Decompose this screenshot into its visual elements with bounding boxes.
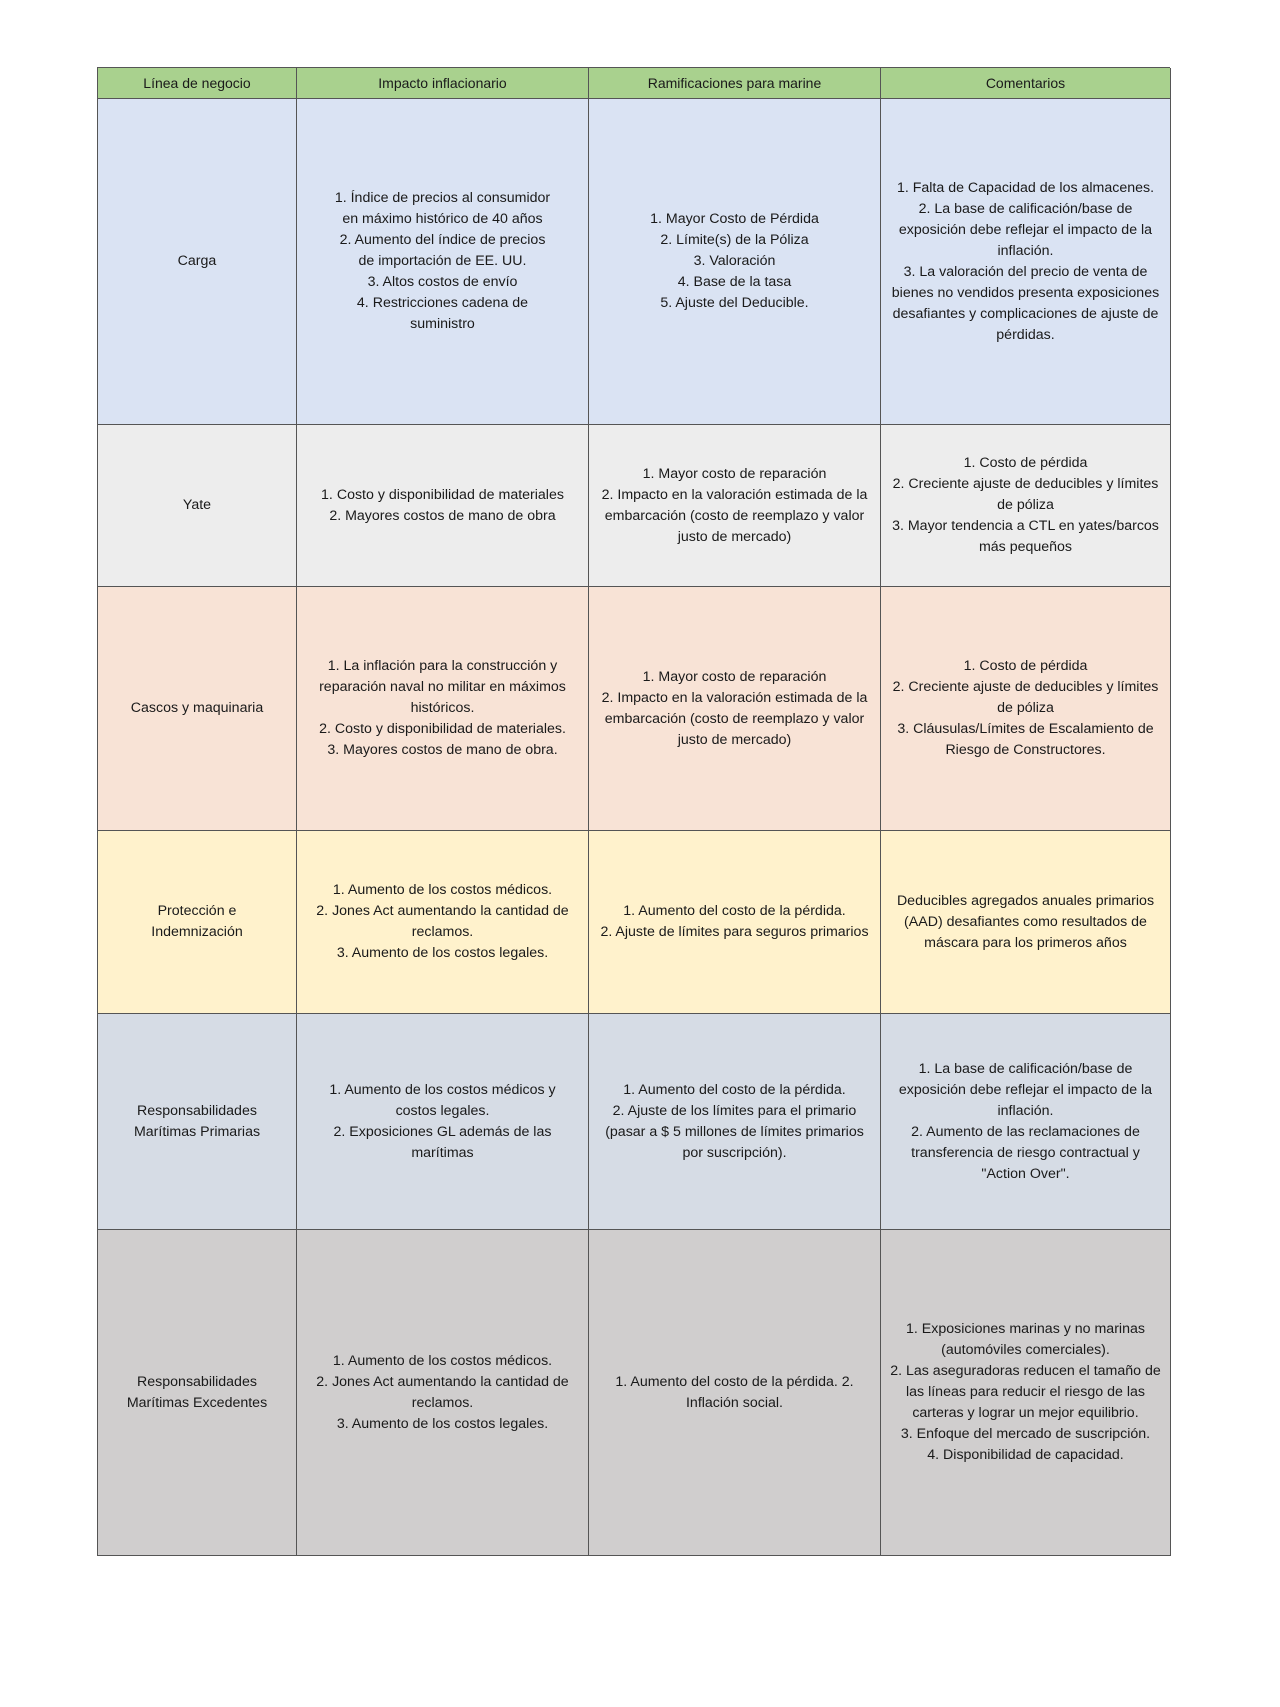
row-cascos-comments: 1. Costo de pérdida 2. Creciente ajuste de deducibles y límites de póliza 3. Cláusulas/Límites de Escalamiento de Riesgo de Constructores. bbox=[881, 587, 1171, 831]
row-excedentes-comments: 1. Exposiciones marinas y no marinas (automóviles comerciales). 2. Las aseguradoras reducen el tamaño de las líneas para reducir el riesgo de las carteras y lograr un mejor equilibrio. 3. Enfoque del mercado de suscripción. 4. Disponibilidad de capacidad. bbox=[881, 1230, 1171, 1556]
row-primarias-ramifications: 1. Aumento del costo de la pérdida. 2. Ajuste de los límites para el primario (pasar a $ 5 millones de límites primarios por suscripción). bbox=[589, 1014, 881, 1230]
row-proteccion-impact: 1. Aumento de los costos médicos. 2. Jones Act aumentando la cantidad de reclamos. 3. Aumento de los costos legales. bbox=[297, 831, 589, 1014]
row-proteccion-comments: Deducibles agregados anuales primarios (AAD) desafiantes como resultados de máscara para los primeros años bbox=[881, 831, 1171, 1014]
header-line-of-business: Línea de negocio bbox=[98, 68, 297, 99]
row-yate-line: Yate bbox=[98, 425, 297, 587]
row-excedentes-line: Responsabilidades Marítimas Excedentes bbox=[98, 1230, 297, 1556]
row-carga-comments: 1. Falta de Capacidad de los almacenes. 2. La base de calificación/base de exposición debe reflejar el impacto de la inflación. 3. La valoración del precio de venta de bienes no vendidos presenta exposiciones desafiantes y complicaciones de ajuste de pérdidas. bbox=[881, 99, 1171, 425]
row-cascos-line: Cascos y maquinaria bbox=[98, 587, 297, 831]
row-carga-impact: 1. Índice de precios al consumidor en máximo histórico de 40 años 2. Aumento del índice de precios de importación de EE. UU. 3. Altos costos de envío 4. Restricciones cadena de suministro bbox=[297, 99, 589, 425]
marine-inflation-table bbox=[97, 67, 1170, 1556]
header-inflation-impact: Impacto inflacionario bbox=[297, 68, 589, 99]
row-primarias-line: Responsabilidades Marítimas Primarias bbox=[98, 1014, 297, 1230]
row-yate-impact: 1. Costo y disponibilidad de materiales 2. Mayores costos de mano de obra bbox=[297, 425, 589, 587]
row-primarias-impact: 1. Aumento de los costos médicos y costos legales. 2. Exposiciones GL además de las marítimas bbox=[297, 1014, 589, 1230]
header-comments: Comentarios bbox=[881, 68, 1171, 99]
row-excedentes-impact: 1. Aumento de los costos médicos. 2. Jones Act aumentando la cantidad de reclamos. 3. Aumento de los costos legales. bbox=[297, 1230, 589, 1556]
row-carga-ramifications: 1. Mayor Costo de Pérdida 2. Límite(s) de la Póliza 3. Valoración 4. Base de la tasa 5. Ajuste del Deducible. bbox=[589, 99, 881, 425]
row-carga-line: Carga bbox=[98, 99, 297, 425]
row-cascos-ramifications: 1. Mayor costo de reparación 2. Impacto en la valoración estimada de la embarcación (costo de reemplazo y valor justo de mercado) bbox=[589, 587, 881, 831]
row-proteccion-line: Protección e Indemnización bbox=[98, 831, 297, 1014]
row-proteccion-ramifications: 1. Aumento del costo de la pérdida. 2. Ajuste de límites para seguros primarios bbox=[589, 831, 881, 1014]
row-excedentes-ramifications: 1. Aumento del costo de la pérdida. 2. Inflación social. bbox=[589, 1230, 881, 1556]
row-yate-comments: 1. Costo de pérdida 2. Creciente ajuste de deducibles y límites de póliza 3. Mayor tendencia a CTL en yates/barcos más pequeños bbox=[881, 425, 1171, 587]
row-primarias-comments: 1. La base de calificación/base de exposición debe reflejar el impacto de la inflación. 2. Aumento de las reclamaciones de transferencia de riesgo contractual y "Action Over". bbox=[881, 1014, 1171, 1230]
row-yate-ramifications: 1. Mayor costo de reparación 2. Impacto en la valoración estimada de la embarcación (costo de reemplazo y valor justo de mercado) bbox=[589, 425, 881, 587]
row-cascos-impact: 1. La inflación para la construcción y reparación naval no militar en máximos históricos. 2. Costo y disponibilidad de materiales. 3. Mayores costos de mano de obra. bbox=[297, 587, 589, 831]
header-marine-ramifications: Ramificaciones para marine bbox=[589, 68, 881, 99]
